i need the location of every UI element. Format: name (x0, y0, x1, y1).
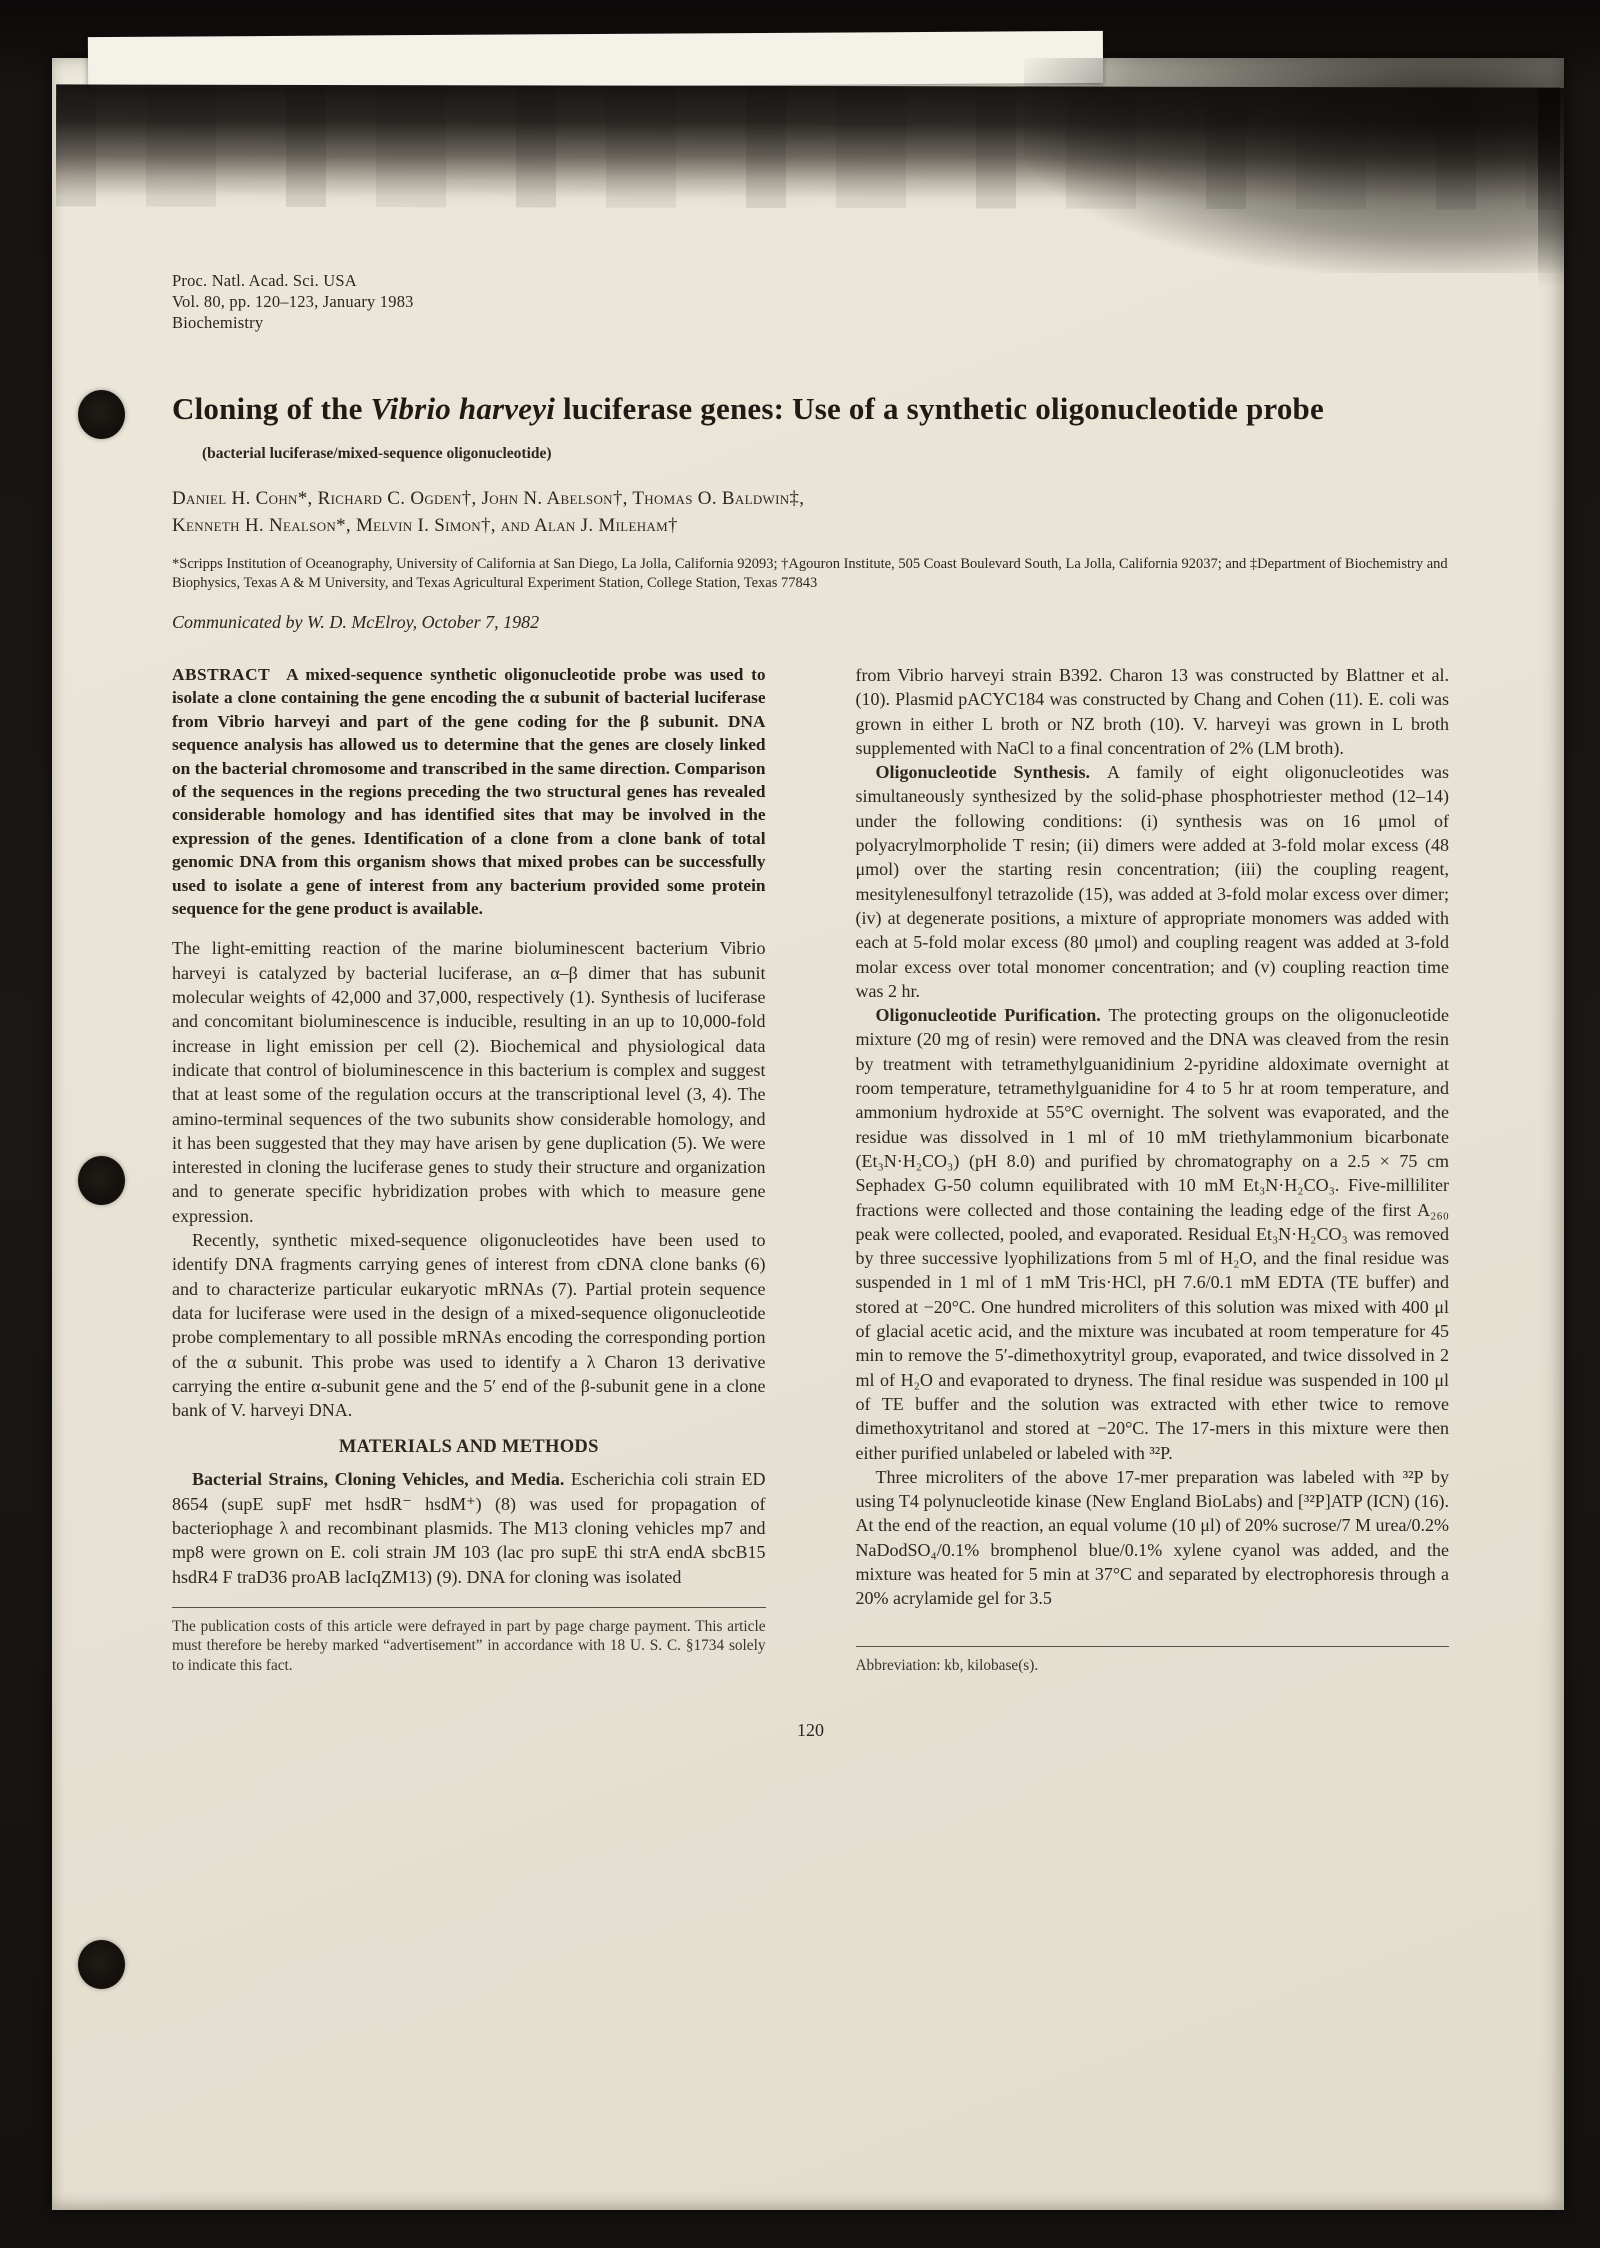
scanned-paper-page (52, 58, 1564, 2210)
title-species-italic: Vibrio harveyi (370, 391, 556, 426)
author-list (172, 485, 1449, 539)
section-heading-materials-methods: MATERIALS AND METHODS (338, 1437, 599, 1458)
title-part-pre: Cloning of the (172, 391, 371, 426)
abstract-text: A mixed-sequence synthetic oligonucleotide probe was used to isolate a clone containing the gene encoding the α subunit of bacterial luciferase from Vibrio harveyi and part of the gene coding for the β subunit. DNA sequence analysis has allowed us to determine that the genes are closely linked on the bacterial chromosome and transcribed in the same direction. Comparison of the sequences in the regions preceding the two structural genes has revealed considerable homology and has identified sites that may be involved in the expression of the genes. Identification of a clone from a clone bank of total genomic DNA from this organism shows that mixed probes can be successfully used to isolate a gene of interest from any bacterium provided some protein sequence for the gene product is available. (172, 665, 766, 919)
journal-name: Proc. Natl. Acad. Sci. USA (172, 271, 357, 290)
methods-paragraph-continued: from Vibrio harveyi strain B392. Charon 13 was constructed by Blattner et al. (10). Plasmid pACYC184 was constructed by Chang and Cohen (11). E. coli was grown in either L broth or NZ broth (10). V. harveyi was grown in L broth supplemented with NaCl to a final concentration of 2% (LM broth). (855, 665, 1449, 758)
left-column (172, 663, 766, 1676)
punch-hole (78, 1940, 125, 1989)
page-content (52, 58, 1564, 1741)
methods-paragraph-synthesis (856, 760, 1450, 1003)
right-column (856, 663, 1450, 1676)
article-title (172, 389, 1449, 429)
methods-purification-lead: Oligonucleotide Purification. (875, 1005, 1109, 1026)
journal-volume-line: Vol. 80, pp. 120–123, January 1983 (172, 292, 414, 311)
author-line-2: Kenneth H. Nealson*, Melvin I. Simon†, and Alan J. Mileham† (172, 515, 678, 536)
author-line-1: Daniel H. Cohn*, Richard C. Ogden†, John N. Abelson†, Thomas O. Baldwin‡, (172, 488, 805, 509)
methods-synthesis-lead: Oligonucleotide Synthesis. (875, 762, 1108, 783)
methods-strains-lead: Bacterial Strains, Cloning Vehicles, and Media. (192, 1469, 571, 1490)
affiliations: *Scripps Institution of Oceanography, University of California at San Diego, La Jolla, California 92093; †Agouron Institute, 505 Coast Boulevard South, La Jolla, California 92037; and ‡Department of Biochemistry and Biophysics, Texas A & M University, and Texas Agricultural Experiment Station, College Station, Texas 77843 (172, 556, 1448, 591)
methods-strains-text: Escherichia coli strain ED 8654 (supE supF met hsdR⁻ hsdM⁺) (8) was used for propagation of bacteriophage λ and recombinant plasmids. The M13 cloning vehicles mp7 and mp8 were grown on E. coli strain JM 103 (lac pro supE thi strA endA sbcB15 hsdR4 F traD36 proAB lacIqZM13) (9). DNA for cloning was isolated (172, 1469, 766, 1587)
methods-paragraph-purification (856, 1003, 1450, 1465)
publication-costs-footnote: The publication costs of this article were defrayed in part by page charge payment. This article must therefore be hereby marked “advertisement” in accordance with 18 U. S. C. §1734 solely to indicate this fact. (172, 1607, 766, 1676)
methods-synthesis-text: A family of eight oligonucleotides was simultaneously synthesized by the solid-phase phosphotriester method (12–14) under the following conditions: (i) synthesis was on 16 μmol of polyacrylmorpholide T resin; (ii) dimers were added at 3-fold molar excess (48 μmol) over the starting resin concentration; (iii) the coupling reagent, mesitylenesulfonyl tetrazolide (15), was added at 3-fold molar excess over dimer; (iv) at degenerate positions, a mixture of appropriate monomers was added with each at 5-fold molar excess (80 μmol) and coupling reagent was added at 3-fold molar excess over total monomer concentration; and (v) coupling reaction time was 2 hr. (855, 762, 1449, 1001)
two-column-body (172, 663, 1449, 1676)
communicated-by-line: Communicated by W. D. McElroy, October 7, 1982 (172, 612, 540, 632)
journal-header (172, 270, 1449, 333)
journal-section: Biochemistry (172, 313, 264, 332)
methods-paragraph-labeling: Three microliters of the above 17-mer preparation was labeled with ³²P by using T4 polynucleotide kinase (New England BioLabs) and [³²P]ATP (ICN) (16). At the end of the reaction, an equal volume (10 μl) of 20% sucrose/7 M urea/0.2% NaDodSO₄/0.1% bromphenol blue/0.1% xylene cyanol was added, and the mixture was heated for 5 min at 37°C and separated by electrophoresis through a 20% acrylamide gel for 3.5 (855, 1466, 1449, 1609)
methods-purification-text: The protecting groups on the oligonucleotide mixture (20 mg of resin) were removed and the DNA was cleaved from the resin by treatment with tetramethylguanidinium 2-pyridine aldoximate overnight at room temperature, tetramethylguanidine for 4 to 5 hr at room temperature, and ammonium hydroxide at 55°C overnight. The solvent was evaporated, and the residue was dissolved in 1 ml of 10 mM triethylammonium bicarbonate (Et₃N·H₂CO₃) (pH 8.0) and purified by chromatography on a 2.5 × 75 cm Sephadex G-50 column equilibrated with 10 mM Et₃N·H₂CO₃. Five-milliliter fractions were collected and those containing the leading edge of the first A₂₆₀ peak were collected, pooled, and evaporated. Residual Et₃N·H₂CO₃ was removed by three successive lyophilizations from 5 ml of H₂O, and the final residue was suspended in 1 ml of 1 mM Tris·HCl, pH 7.6/0.1 mM EDTA (TE buffer) and stored at −20°C. One hundred microliters of this solution was mixed with 400 μl of glacial acetic acid, and the mixture was incubated at room temperature for 45 min to remove the 5′-dimethoxytrityl group, evaporated, and twice dissolved in 2 ml of H₂O and evaporated to dryness. The final residue was suspended in 100 μl of TE buffer and the solution was extracted with ether twice to remove dimethoxytritanol and stored at −20°C. The 17-mers in this mixture were then either purified unlabeled or labeled with ³²P. (855, 1005, 1449, 1463)
abbreviation-footnote: Abbreviation: kb, kilobase(s). (856, 1646, 1450, 1676)
abstract (172, 663, 766, 920)
intro-paragraph-2: Recently, synthetic mixed-sequence oligonucleotides have been used to identify DNA fragments carrying genes of interest from cDNA clone banks (6) and to characterize particular eukaryotic mRNAs (7). Partial protein sequence data for luciferase were used in the design of a mixed-sequence oligonucleotide probe complementary to all possible mRNAs encoding the corresponding portion of the α subunit. This probe was used to identify a λ Charon 13 derivative carrying the entire α-subunit gene and the 5′ end of the β-subunit gene in a clone bank of V. harveyi DNA. (172, 1230, 766, 1421)
page-number: 120 (797, 1719, 824, 1740)
methods-paragraph-strains (172, 1467, 766, 1588)
intro-paragraph-1: The light-emitting reaction of the marine bioluminescent bacterium Vibrio harveyi is catalyzed by bacterial luciferase, an α–β dimer that has subunit molecular weights of 42,000 and 37,000, respectively (1). Synthesis of luciferase and concomitant bioluminescence is inducible, resulting in an up to 10,000-fold increase in light emission per cell (2). Biochemical and physiological data indicate that control of bioluminescence in this bacterium is complex and suggest that at least some of the regulation occurs at the transcriptional level (3, 4). The amino-terminal sequences of the two subunits show considerable homology, and it has been suggested that they may have arisen by gene duplication (5). We were interested in cloning the luciferase genes to study their structure and organization and to generate specific hybridization probes with which to measure gene expression. (172, 938, 766, 1226)
article-keywords: (bacterial luciferase/mixed-sequence oligonucleotide) (202, 445, 552, 462)
title-part-post: luciferase genes: Use of a synthetic oligonucleotide probe (555, 391, 1324, 426)
abstract-label: ABSTRACT (172, 665, 271, 684)
